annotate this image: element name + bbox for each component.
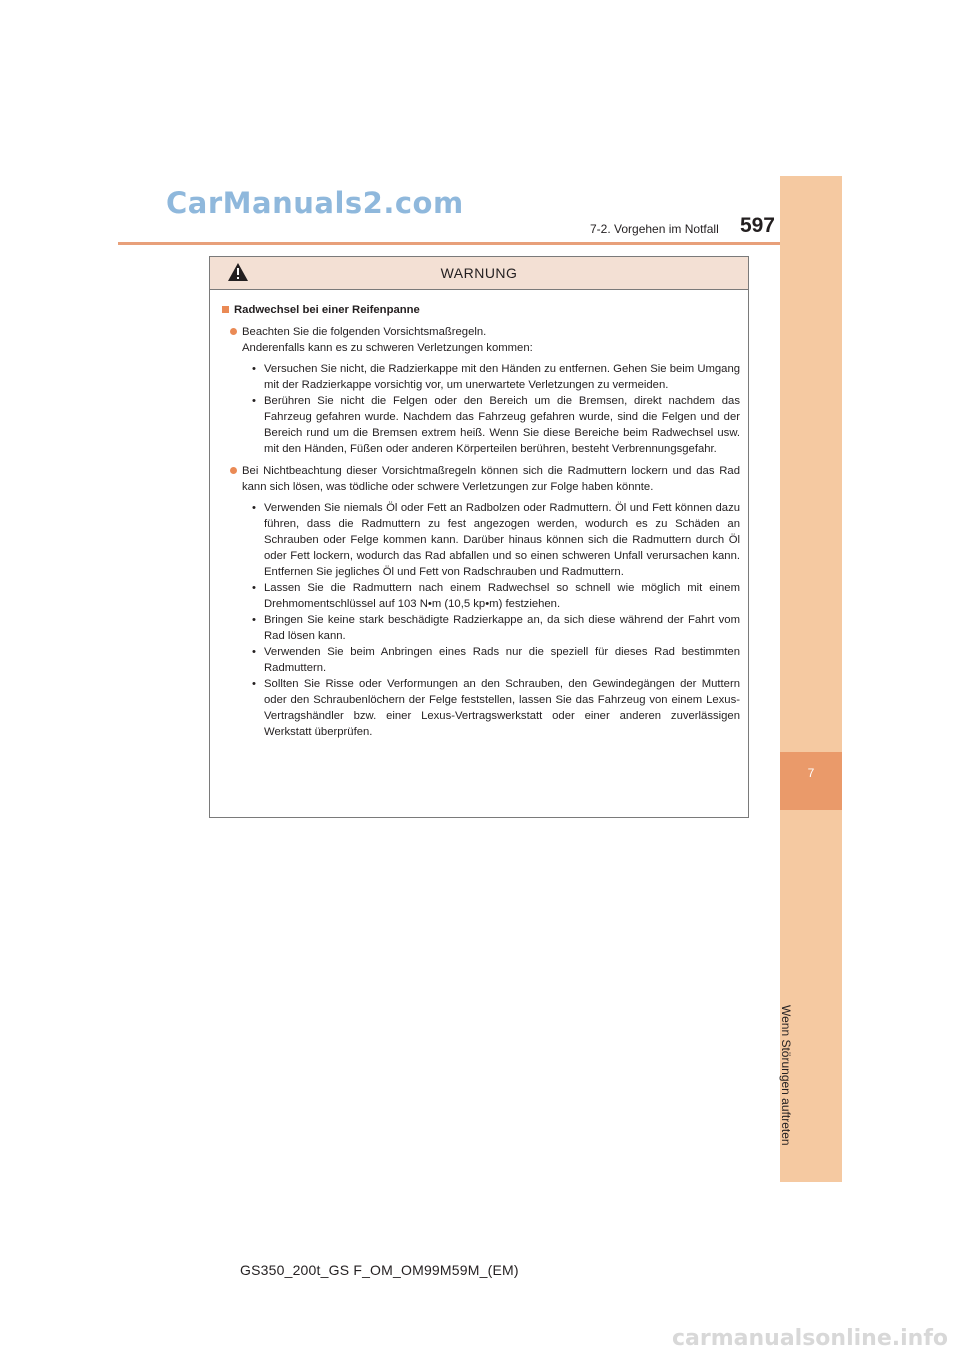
footer-code: GS350_200t_GS F_OM_OM99M59M_(EM) (240, 1262, 519, 1278)
watermark: carmanualsonline.info (672, 1326, 948, 1351)
chapter-title: Wenn Störungen auftreten (779, 1005, 793, 1146)
bullet-item: • Berühren Sie nicht die Felgen oder den Bereich um die Bremsen, direkt nachdem das Fahrzeug gefahren wurde. Nachdem das Fahrzeug gefahren wurde, sind die Felgen und der Bereich rund um die Bremsen extrem heiß. Wenn Sie diese Bereiche beim Radwechsel usw. mit den Händen, Füßen oder anderen Körperteilen berühren, besteht Verbrennungsgefahr. (250, 393, 740, 457)
warning-item (222, 324, 740, 457)
section-title: 7-2. Vorgehen im Notfall (590, 222, 719, 236)
bullet-item: • Bringen Sie keine stark beschädigte Radzierkappe an, da sich diese während der Fahrt vom Rad lösen kann. (250, 612, 740, 644)
warning-subheading (222, 302, 740, 318)
bullet-list (250, 361, 740, 457)
item-line: Bei Nichtbeachtung dieser Vorsichtmaßregeln können sich die Radmuttern lockern und das Rad kann sich lösen, was tödliche oder schwere Verletzungen zur Folge haben könnte. (242, 465, 740, 493)
circle-bullet-icon (230, 328, 237, 335)
warning-box (209, 256, 749, 818)
item-line: Beachten Sie die folgenden Vorsichtsmaßregeln. (242, 326, 487, 338)
warning-title: WARNUNG (440, 265, 518, 281)
page-number: 597 (739, 214, 775, 237)
warning-header (210, 257, 748, 290)
item-text (242, 463, 740, 740)
item-text (242, 324, 740, 457)
circle-bullet-icon (230, 467, 237, 474)
warning-triangle-icon (227, 262, 249, 282)
carmanuals-logo[interactable]: CarManuals2.com (166, 186, 464, 220)
bullet-item: • Verwenden Sie niemals Öl oder Fett an Radbolzen oder Radmuttern. Öl und Fett können dazu führen, dass die Radmuttern zu fest angezogen werden, wodurch es zu Schäden an Schrauben oder Felge kommen kann. Darüber hinaus können sich die Radmuttern durch Öl oder Fett lockern, wodurch das Rad abfallen und so einen schweren Unfall verursachen kann. Entfernen Sie jegliches Öl und Fett von Radschrauben und Radmuttern. (250, 500, 740, 580)
item-line: Anderenfalls kann es zu schweren Verletzungen kommen: (242, 342, 533, 354)
bullet-item: • Lassen Sie die Radmuttern nach einem Radwechsel so schnell wie möglich mit einem Drehmomentschlüssel auf 103 N•m (10,5 kp•m) festziehen. (250, 580, 740, 612)
warning-item (222, 463, 740, 740)
bullet-list (250, 500, 740, 740)
chapter-number: 7 (807, 766, 815, 780)
bullet-item: • Verwenden Sie beim Anbringen eines Rads nur die speziell für dieses Rad bestimmten Radmuttern. (250, 644, 740, 676)
bullet-item: • Versuchen Sie nicht, die Radzierkappe mit den Händen zu entfernen. Gehen Sie beim Umgang mit der Radzierkappe vorsichtig vor, um unerwartete Verletzungen zu vermeiden. (250, 361, 740, 393)
warning-body (210, 290, 748, 740)
bullet-item: • Sollten Sie Risse oder Verformungen an den Schrauben, den Gewindegängen der Muttern oder den Schraubenlöchern der Felge feststellen, lassen Sie das Fahrzeug von einem Lexus-Vertragshändler bzw. einer Lexus-Vertragswerkstatt oder einer anderen zuverlässigen Werkstatt überprüfen. (250, 676, 740, 740)
chapter-tab (780, 752, 842, 810)
header-rule (118, 242, 780, 245)
square-bullet-icon (222, 306, 229, 313)
subheading-text: Radwechsel bei einer Reifenpanne (234, 304, 420, 316)
